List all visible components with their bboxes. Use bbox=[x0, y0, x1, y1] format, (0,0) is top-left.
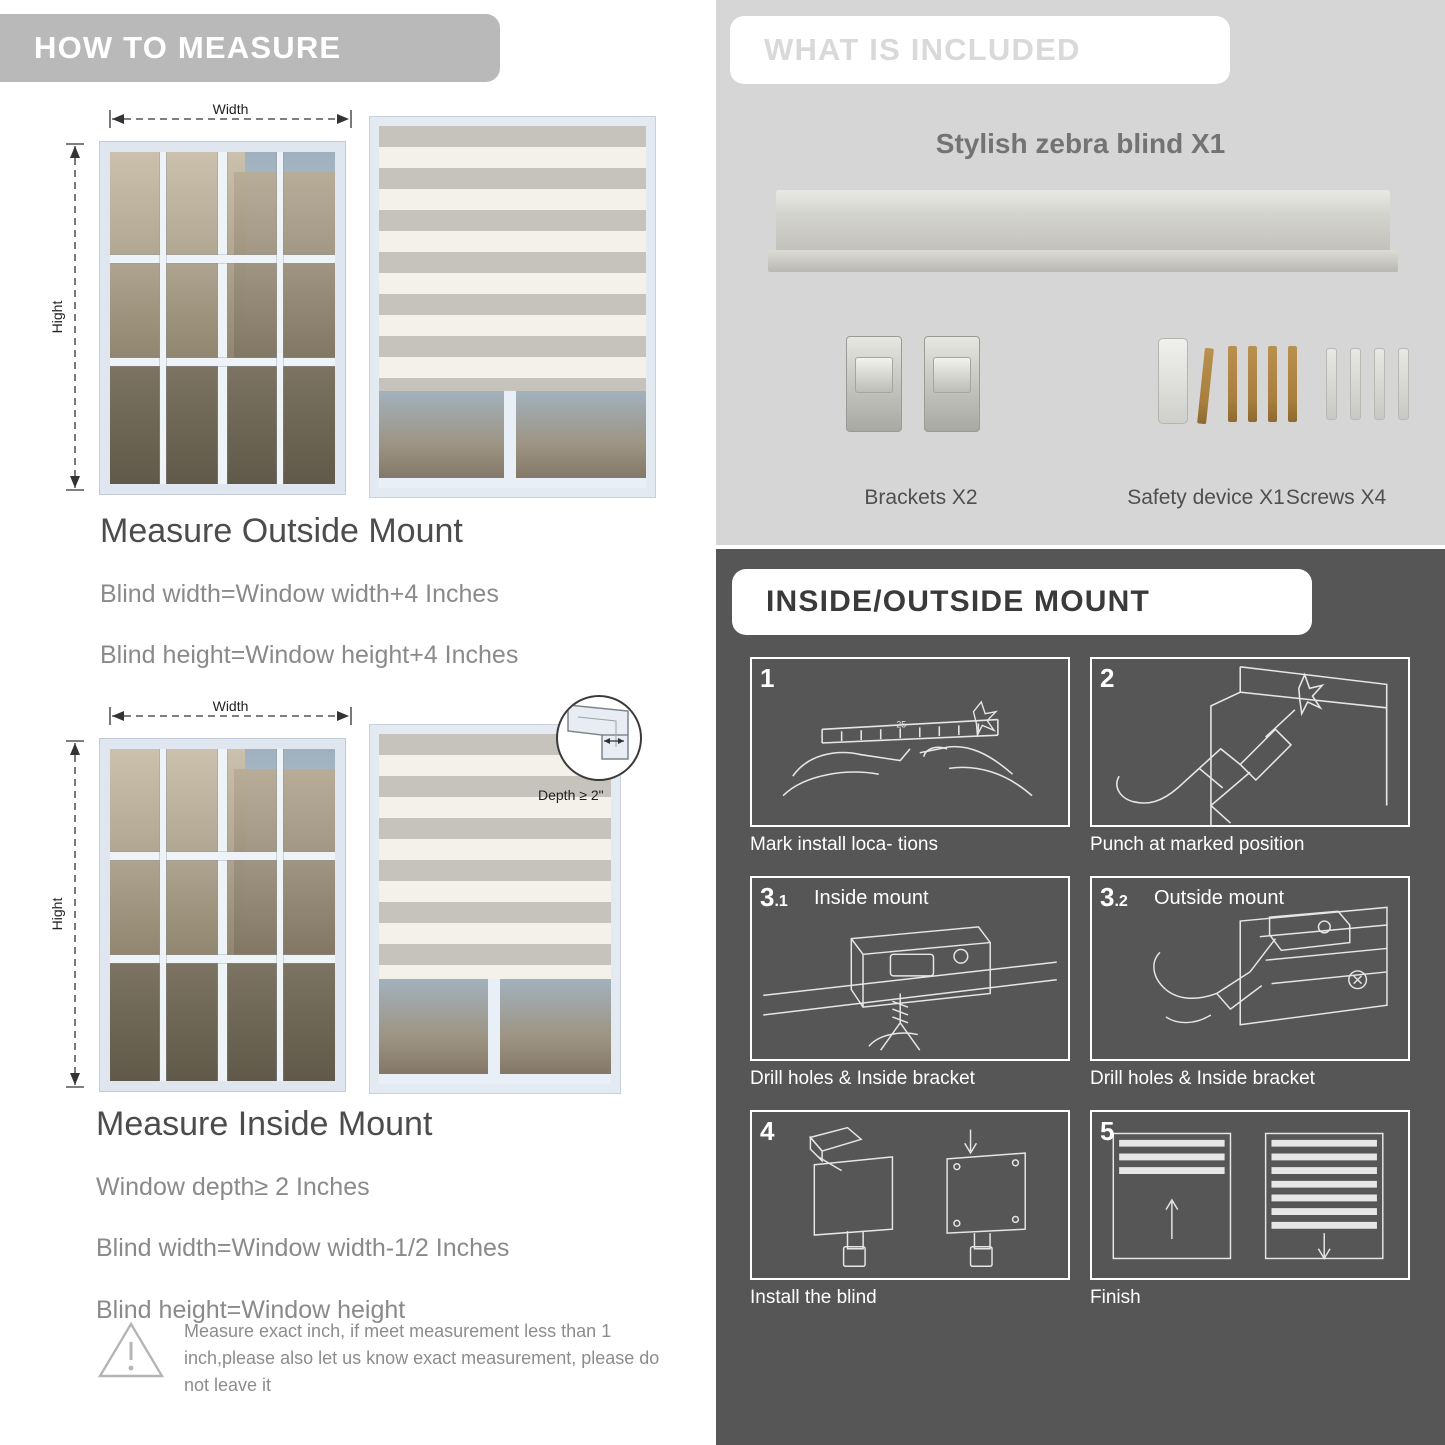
blind-illustration-outside bbox=[370, 117, 655, 497]
install-step bbox=[750, 657, 1070, 856]
inside-outside-mount-panel bbox=[716, 549, 1445, 1445]
inside-width-label: Width bbox=[208, 698, 254, 714]
screw-icon bbox=[1197, 348, 1214, 425]
outside-width-dimension bbox=[108, 101, 353, 130]
step-number: 3.2 bbox=[1100, 882, 1128, 912]
bracket-icon bbox=[924, 336, 980, 432]
step-1-image bbox=[750, 657, 1070, 827]
step-number: 1 bbox=[760, 663, 775, 693]
step-4-image bbox=[750, 1110, 1070, 1280]
right-column bbox=[716, 0, 1445, 1445]
part-screws bbox=[1285, 330, 1445, 510]
what-is-included-header: WHAT IS INCLUDED bbox=[730, 16, 1230, 84]
step-number: 2 bbox=[1100, 663, 1115, 693]
brackets-label: Brackets X2 bbox=[864, 486, 978, 509]
what-is-included-panel bbox=[716, 0, 1445, 545]
step-5-image bbox=[1090, 1110, 1410, 1280]
inside-mount-line-2: Blind width=Window width-1/2 Inches bbox=[96, 1234, 510, 1263]
install-steps-grid bbox=[750, 657, 1410, 1309]
install-blind-sketch bbox=[752, 1112, 1068, 1278]
window-behind-blind bbox=[379, 979, 611, 1084]
step-2-caption: Punch at marked position bbox=[1090, 834, 1305, 855]
inside-height-label: Hight bbox=[49, 894, 65, 935]
inside-mount-line-1: Window depth≥ 2 Inches bbox=[96, 1173, 370, 1201]
part-brackets bbox=[776, 330, 1066, 510]
step-3-2-inline-label: Outside mount bbox=[1154, 887, 1285, 909]
how-to-measure-column bbox=[0, 0, 712, 1445]
inside-outside-mount-header: INSIDE/OUTSIDE MOUNT bbox=[732, 569, 1312, 635]
wall-anchor-icon bbox=[1374, 348, 1385, 420]
outside-width-label: Width bbox=[208, 101, 254, 117]
warning-triangle-icon bbox=[96, 1318, 166, 1387]
inside-mount-title: Measure Inside Mount bbox=[96, 1105, 433, 1143]
step-number: 5 bbox=[1100, 1116, 1115, 1146]
outside-mount-line-1: Blind width=Window width+4 Inches bbox=[100, 580, 499, 608]
install-step bbox=[1090, 1110, 1410, 1309]
depth-label: Depth ≥ 2" bbox=[538, 787, 604, 803]
outside-height-dimension bbox=[49, 142, 86, 492]
measure-note-text: Measure exact inch, if meet measurement less than 1 inch,please also let us know exact measurement, please do not leave it bbox=[184, 1321, 660, 1395]
window-illustration-inside bbox=[100, 739, 345, 1091]
install-step bbox=[1090, 876, 1410, 1090]
step-3-2-image bbox=[1090, 876, 1410, 1061]
step-5-caption: Finish bbox=[1090, 1287, 1141, 1308]
inside-height-dimension bbox=[49, 739, 86, 1089]
window-behind-blind bbox=[379, 391, 646, 488]
wall-anchor-icon bbox=[1398, 348, 1409, 420]
step-3-1-image bbox=[750, 876, 1070, 1061]
window-illustration-outside bbox=[100, 142, 345, 494]
finished-blinds-sketch bbox=[1092, 1112, 1408, 1278]
depth-callout-icon bbox=[556, 695, 642, 781]
step-4-caption: Install the blind bbox=[750, 1287, 877, 1308]
step-3-1-inline-label: Inside mount bbox=[814, 887, 929, 909]
inside-mount-line-3: Blind height=Window height bbox=[96, 1295, 406, 1324]
screw-icon bbox=[1248, 346, 1257, 422]
part-safety-device bbox=[1061, 330, 1351, 510]
step-number: 4 bbox=[760, 1116, 775, 1146]
screw-icon bbox=[1288, 346, 1297, 422]
drill-sketch bbox=[1092, 659, 1408, 825]
safety-device-icon bbox=[1158, 338, 1188, 424]
step-3-2-caption: Drill holes & Inside bracket bbox=[1090, 1068, 1315, 1089]
screw-icon bbox=[1228, 346, 1237, 422]
wall-anchor-icon bbox=[1326, 348, 1337, 420]
zebra-blind-product-image bbox=[768, 190, 1398, 290]
svg-text:25: 25 bbox=[896, 719, 907, 730]
window-glass bbox=[110, 152, 335, 484]
install-step bbox=[1090, 657, 1410, 856]
install-step bbox=[750, 876, 1070, 1090]
outside-mount-title: Measure Outside Mount bbox=[100, 512, 463, 550]
window-glass bbox=[110, 749, 335, 1081]
wall-anchor-icon bbox=[1350, 348, 1361, 420]
step-1-caption: Mark install loca- tions bbox=[750, 834, 938, 855]
measure-note bbox=[96, 1318, 676, 1399]
install-step bbox=[750, 1110, 1070, 1309]
bracket-icon bbox=[846, 336, 902, 432]
outside-height-label: Hight bbox=[49, 297, 65, 338]
how-to-measure-header: HOW TO MEASURE bbox=[0, 14, 500, 82]
step-2-image bbox=[1090, 657, 1410, 827]
screws-label: Screws X4 bbox=[1285, 486, 1387, 509]
outside-mount-line-2: Blind height=Window height+4 Inches bbox=[100, 641, 519, 670]
parts-row bbox=[716, 330, 1445, 510]
inside-width-dimension bbox=[108, 698, 353, 727]
blind-illustration-inside bbox=[370, 725, 620, 1093]
screw-icon bbox=[1268, 346, 1277, 422]
step-3-1-caption: Drill holes & Inside bracket bbox=[750, 1068, 975, 1089]
safety-device-label: Safety device X1 bbox=[1127, 486, 1285, 509]
measuring-tape-sketch bbox=[752, 659, 1068, 825]
product-title: Stylish zebra blind X1 bbox=[935, 128, 1226, 159]
step-number: 3.1 bbox=[760, 882, 788, 912]
zebra-shade bbox=[379, 126, 646, 391]
